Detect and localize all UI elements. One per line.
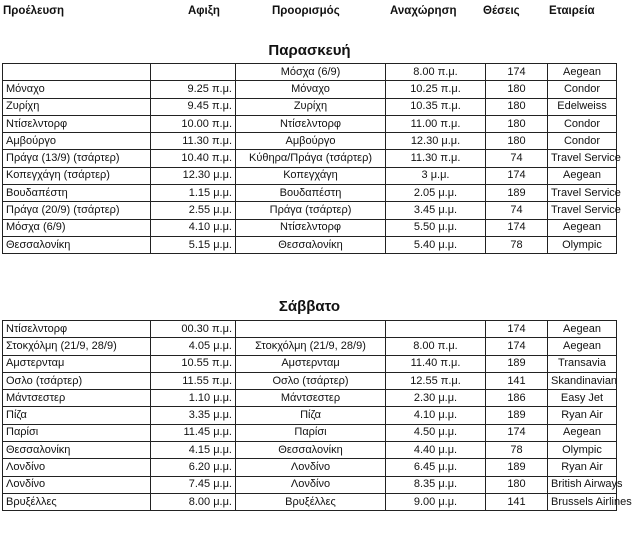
seats-cell: 74 (486, 202, 548, 219)
destination-cell: Αμστερνταμ (236, 355, 386, 372)
saturday-table-body (3, 321, 632, 511)
destination-cell: Κύθηρα/Πράγα (τσάρτερ) (236, 150, 386, 167)
destination-cell: Αμβούργο (236, 133, 386, 150)
airline-cell: Brussels Airlines (548, 493, 617, 510)
destination-cell: Ντίσελντορφ (236, 115, 386, 132)
airline-cell: British Airways (548, 476, 617, 493)
destination-cell: Πράγα (τσάρτερ) (236, 202, 386, 219)
arrival-cell (151, 64, 236, 81)
origin-cell: Αμβούργο (3, 133, 151, 150)
arrival-cell: 8.00 μ.μ. (151, 493, 236, 510)
airline-cell: Aegean (548, 424, 617, 441)
arrival-cell: 10.00 π.μ. (151, 115, 236, 132)
arrival-cell: 00.30 π.μ. (151, 321, 236, 338)
table-row (3, 98, 617, 115)
table-row (3, 115, 617, 132)
destination-cell: Στοκχόλμη (21/9, 28/9) (236, 338, 386, 355)
origin-cell: Ντίσελντορφ (3, 115, 151, 132)
arrival-cell: 1.15 μ.μ. (151, 185, 236, 202)
seats-cell: 174 (486, 321, 548, 338)
origin-cell: Στοκχόλμη (21/9, 28/9) (3, 338, 151, 355)
table-row (3, 476, 617, 493)
column-headers (0, 5, 619, 23)
origin-cell: Μόσχα (6/9) (3, 219, 151, 236)
seats-cell: 189 (486, 459, 548, 476)
header-departure: Αναχώρηση (390, 5, 457, 17)
seats-cell: 186 (486, 390, 548, 407)
departure-cell: 10.25 π.μ. (386, 81, 486, 98)
airline-cell: Condor (548, 115, 617, 132)
table-row (3, 321, 617, 338)
airline-cell: Travel Service (548, 150, 617, 167)
arrival-cell: 9.45 π.μ. (151, 98, 236, 115)
arrival-cell: 11.45 μ.μ. (151, 424, 236, 441)
arrival-cell: 11.30 π.μ. (151, 133, 236, 150)
origin-cell: Βουδαπέστη (3, 185, 151, 202)
table-row (3, 219, 617, 236)
seats-cell: 189 (486, 355, 548, 372)
destination-cell: Θεσσαλονίκη (236, 236, 386, 253)
departure-cell: 10.35 π.μ. (386, 98, 486, 115)
table-row (3, 236, 617, 253)
seats-cell: 174 (486, 64, 548, 81)
table-row (3, 442, 617, 459)
section-title-saturday: Σάββατο (278, 298, 341, 315)
airline-cell: Transavia (548, 355, 617, 372)
departure-cell: 8.35 μ.μ. (386, 476, 486, 493)
airline-cell: Aegean (548, 321, 617, 338)
table-row (3, 459, 617, 476)
departure-cell: 12.30 μ.μ. (386, 133, 486, 150)
destination-cell: Κοπεγχάγη (236, 167, 386, 184)
origin-cell: Πράγα (13/9) (τσάρτερ) (3, 150, 151, 167)
arrival-cell: 4.10 μ.μ. (151, 219, 236, 236)
destination-cell: Μόσχα (6/9) (236, 64, 386, 81)
origin-cell: Πίζα (3, 407, 151, 424)
destination-cell: Μάντσεστερ (236, 390, 386, 407)
table-row (3, 493, 617, 510)
header-seats: Θέσεις (483, 5, 520, 17)
destination-cell: Πίζα (236, 407, 386, 424)
seats-cell: 180 (486, 98, 548, 115)
departure-cell: 5.40 μ.μ. (386, 236, 486, 253)
seats-cell: 174 (486, 167, 548, 184)
origin-cell: Ντίσελντορφ (3, 321, 151, 338)
table-row (3, 407, 617, 424)
destination-cell: Οσλο (τσάρτερ) (236, 372, 386, 389)
origin-cell: Μόναχο (3, 81, 151, 98)
destination-cell (236, 321, 386, 338)
header-airline: Εταιρεία (549, 5, 595, 17)
airline-cell: Aegean (548, 219, 617, 236)
header-origin: Προέλευση (3, 5, 65, 17)
departure-cell: 4.40 μ.μ. (386, 442, 486, 459)
destination-cell: Μόναχο (236, 81, 386, 98)
origin-cell: Οσλο (τσάρτερ) (3, 372, 151, 389)
origin-cell: Θεσσαλονίκη (3, 442, 151, 459)
table-row (3, 338, 617, 355)
destination-cell: Ζυρίχη (236, 98, 386, 115)
seats-cell: 180 (486, 115, 548, 132)
origin-cell: Λονδίνο (3, 459, 151, 476)
airline-cell: Ryan Air (548, 407, 617, 424)
friday-table-body (3, 64, 621, 254)
origin-cell: Μάντσεστερ (3, 390, 151, 407)
departure-cell (386, 321, 486, 338)
arrival-cell: 3.35 μ.μ. (151, 407, 236, 424)
destination-cell: Ντίσελντορφ (236, 219, 386, 236)
origin-cell: Θεσσαλονίκη (3, 236, 151, 253)
origin-cell: Λονδίνο (3, 476, 151, 493)
origin-cell: Κοπεγχάγη (τσάρτερ) (3, 167, 151, 184)
departure-cell: 4.10 μ.μ. (386, 407, 486, 424)
seats-cell: 141 (486, 493, 548, 510)
departure-cell: 2.05 μ.μ. (386, 185, 486, 202)
departure-cell: 11.40 π.μ. (386, 355, 486, 372)
arrival-cell: 4.05 μ.μ. (151, 338, 236, 355)
departure-cell: 9.00 μ.μ. (386, 493, 486, 510)
seats-cell: 78 (486, 442, 548, 459)
arrival-cell: 6.20 μ.μ. (151, 459, 236, 476)
airline-cell: Travel Service (548, 185, 617, 202)
arrival-cell: 9.25 π.μ. (151, 81, 236, 98)
seats-cell: 174 (486, 424, 548, 441)
origin-cell (3, 64, 151, 81)
header-arrival: Αφιξη (188, 5, 220, 17)
airline-cell: Condor (548, 133, 617, 150)
airline-cell: Aegean (548, 64, 617, 81)
airline-cell: Aegean (548, 338, 617, 355)
airline-cell: Ryan Air (548, 459, 617, 476)
airline-cell: Condor (548, 81, 617, 98)
arrival-cell: 5.15 μ.μ. (151, 236, 236, 253)
destination-cell: Βουδαπέστη (236, 185, 386, 202)
arrival-cell: 10.40 π.μ. (151, 150, 236, 167)
table-row (3, 424, 617, 441)
departure-cell: 11.00 π.μ. (386, 115, 486, 132)
origin-cell: Παρίσι (3, 424, 151, 441)
airline-cell: Olympic (548, 236, 617, 253)
table-row (3, 202, 617, 219)
destination-cell: Βρυξέλλες (236, 493, 386, 510)
seats-cell: 189 (486, 185, 548, 202)
table-row (3, 133, 617, 150)
seats-cell: 174 (486, 219, 548, 236)
departure-cell: 12.55 π.μ. (386, 372, 486, 389)
arrival-cell: 12.30 μ.μ. (151, 167, 236, 184)
airline-cell: Olympic (548, 442, 617, 459)
departure-cell: 3 μ.μ. (386, 167, 486, 184)
arrival-cell: 1.10 μ.μ. (151, 390, 236, 407)
seats-cell: 74 (486, 150, 548, 167)
table-row (3, 372, 617, 389)
departure-cell: 5.50 μ.μ. (386, 219, 486, 236)
departure-cell: 8.00 π.μ. (386, 338, 486, 355)
airline-cell: Skandinavian (548, 372, 617, 389)
origin-cell: Βρυξέλλες (3, 493, 151, 510)
arrival-cell: 11.55 π.μ. (151, 372, 236, 389)
table-row (3, 81, 617, 98)
departure-cell: 3.45 μ.μ. (386, 202, 486, 219)
seats-cell: 180 (486, 133, 548, 150)
table-row (3, 64, 617, 81)
section-title-friday: Παρασκευή (268, 42, 351, 59)
table-row (3, 167, 617, 184)
seats-cell: 78 (486, 236, 548, 253)
origin-cell: Ζυρίχη (3, 98, 151, 115)
departure-cell: 6.45 μ.μ. (386, 459, 486, 476)
table-row (3, 390, 617, 407)
arrival-cell: 2.55 μ.μ. (151, 202, 236, 219)
seats-cell: 180 (486, 476, 548, 493)
table-row (3, 185, 617, 202)
seats-cell: 189 (486, 407, 548, 424)
airline-cell: Aegean (548, 167, 617, 184)
arrival-cell: 7.45 μ.μ. (151, 476, 236, 493)
departure-cell: 8.00 π.μ. (386, 64, 486, 81)
arrival-cell: 10.55 π.μ. (151, 355, 236, 372)
saturday-table (2, 320, 632, 511)
seats-cell: 174 (486, 338, 548, 355)
origin-cell: Πράγα (20/9) (τσάρτερ) (3, 202, 151, 219)
seats-cell: 141 (486, 372, 548, 389)
origin-cell: Αμστερνταμ (3, 355, 151, 372)
destination-cell: Παρίσι (236, 424, 386, 441)
destination-cell: Λονδίνο (236, 476, 386, 493)
departure-cell: 4.50 μ.μ. (386, 424, 486, 441)
header-destination: Προορισμός (272, 5, 340, 17)
airline-cell: Easy Jet (548, 390, 617, 407)
departure-cell: 2.30 μ.μ. (386, 390, 486, 407)
airline-cell: Travel Service (548, 202, 617, 219)
table-row (3, 150, 617, 167)
destination-cell: Λονδίνο (236, 459, 386, 476)
airline-cell: Edelweiss (548, 98, 617, 115)
departure-cell: 11.30 π.μ. (386, 150, 486, 167)
seats-cell: 180 (486, 81, 548, 98)
friday-table (2, 63, 621, 254)
destination-cell: Θεσσαλονίκη (236, 442, 386, 459)
table-row (3, 355, 617, 372)
arrival-cell: 4.15 μ.μ. (151, 442, 236, 459)
